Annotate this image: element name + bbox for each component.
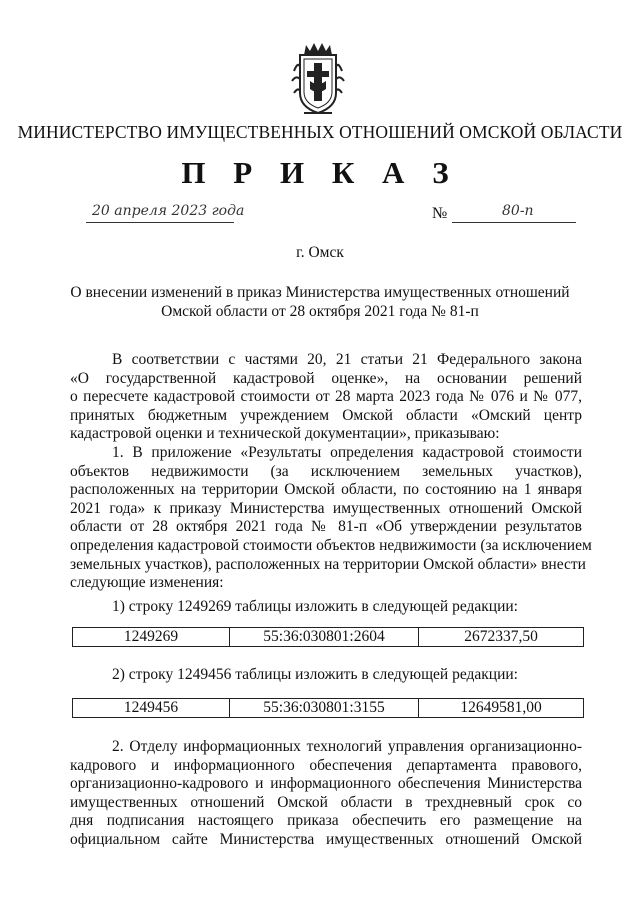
text-line: 2. Отделу информационных технологий управления организационно- bbox=[112, 738, 582, 755]
text-line: 1. В приложение «Результаты определения кадастровой стоимости bbox=[112, 444, 582, 461]
table-row bbox=[73, 699, 584, 718]
table-row bbox=[73, 628, 584, 647]
subject-line: Омской области от 28 октября 2021 года № 81-п bbox=[161, 303, 479, 320]
paragraph-item-2 bbox=[70, 738, 582, 850]
sub-item-1 bbox=[70, 598, 582, 617]
date-underline bbox=[86, 222, 234, 223]
table-row-1249456 bbox=[72, 698, 584, 718]
text-line: 1) строку 1249269 таблицы изложить в следующей редакции: bbox=[112, 598, 518, 615]
number-label: № bbox=[432, 205, 448, 222]
text-line: кадастровой оценки и технической документации», приказываю: bbox=[70, 425, 500, 443]
text-line: принятых бюджетным учреждением Омской области «Омский центр bbox=[70, 406, 582, 424]
text-line: официальном сайте Министерства имущественных отношений Омской bbox=[70, 830, 582, 848]
text-line: 2) строку 1249456 таблицы изложить в следующей редакции: bbox=[112, 666, 518, 683]
text-line: следующие изменения: bbox=[70, 574, 224, 592]
text-line: «О государственной кадастровой оценке», на основании решений bbox=[70, 369, 582, 387]
table-cell-row-number: 1249456 bbox=[73, 699, 230, 718]
text-line: земельных участков), расположенных на территории Омской области» внести bbox=[70, 555, 586, 573]
text-line: объектов недвижимости (за исключением земельных участков), bbox=[70, 462, 582, 480]
table-cell-cadastral-number: 55:36:030801:3155 bbox=[230, 699, 419, 718]
number-underline bbox=[452, 222, 576, 223]
document-type-title: П Р И К А З bbox=[181, 155, 459, 190]
text-line: В соответствии с частями 20, 21 статьи 21 Федерального закона bbox=[112, 351, 582, 368]
text-line: области от 28 октября 2021 года № 81-п «Об утверждении результатов bbox=[70, 518, 582, 536]
text-line: имущественных отношений Омской области в трехдневный срок со bbox=[70, 793, 582, 811]
text-line: кадрового и информационного обеспечения департамента правового, bbox=[70, 756, 582, 774]
text-line: дня подписания настоящего приказа обеспечить его размещение на bbox=[70, 812, 582, 830]
city: г. Омск bbox=[296, 244, 344, 261]
table-cell-row-number: 1249269 bbox=[73, 628, 230, 647]
text-line: о пересчете кадастровой стоимости от 28 марта 2023 года № 076 и № 077, bbox=[70, 388, 582, 406]
handwritten-number: 80-п bbox=[502, 203, 534, 219]
subject-line: О внесении изменений в приказ Министерства имущественных отношений bbox=[70, 284, 570, 301]
text-line: определения кадастровой стоимости объектов недвижимости (за исключением bbox=[70, 536, 592, 554]
omsk-coat-of-arms-icon bbox=[290, 41, 346, 117]
subject-heading bbox=[70, 283, 570, 321]
text-line: организационно-кадрового и информационного обеспечения Министерства bbox=[70, 775, 582, 793]
sub-item-2 bbox=[70, 666, 582, 685]
paragraph-basis bbox=[70, 351, 582, 444]
table-cell-cadastral-number: 55:36:030801:2604 bbox=[230, 628, 419, 647]
ministry-title: МИНИСТЕРСТВО ИМУЩЕСТВЕННЫХ ОТНОШЕНИЙ ОМСКОЙ ОБЛАСТИ bbox=[17, 122, 623, 142]
table-row-1249269 bbox=[72, 627, 584, 647]
table-cell-cadastral-value: 12649581,00 bbox=[419, 699, 584, 718]
table-cell-cadastral-value: 2672337,50 bbox=[419, 628, 584, 647]
paragraph-item-1 bbox=[70, 444, 592, 593]
handwritten-date: 20 апреля 2023 года bbox=[92, 203, 245, 219]
text-line: расположенных на территории Омской области, по состоянию на 1 января bbox=[70, 481, 582, 499]
text-line: 2021 года» к приказу Министерства имущественных отношений Омской bbox=[70, 499, 582, 517]
